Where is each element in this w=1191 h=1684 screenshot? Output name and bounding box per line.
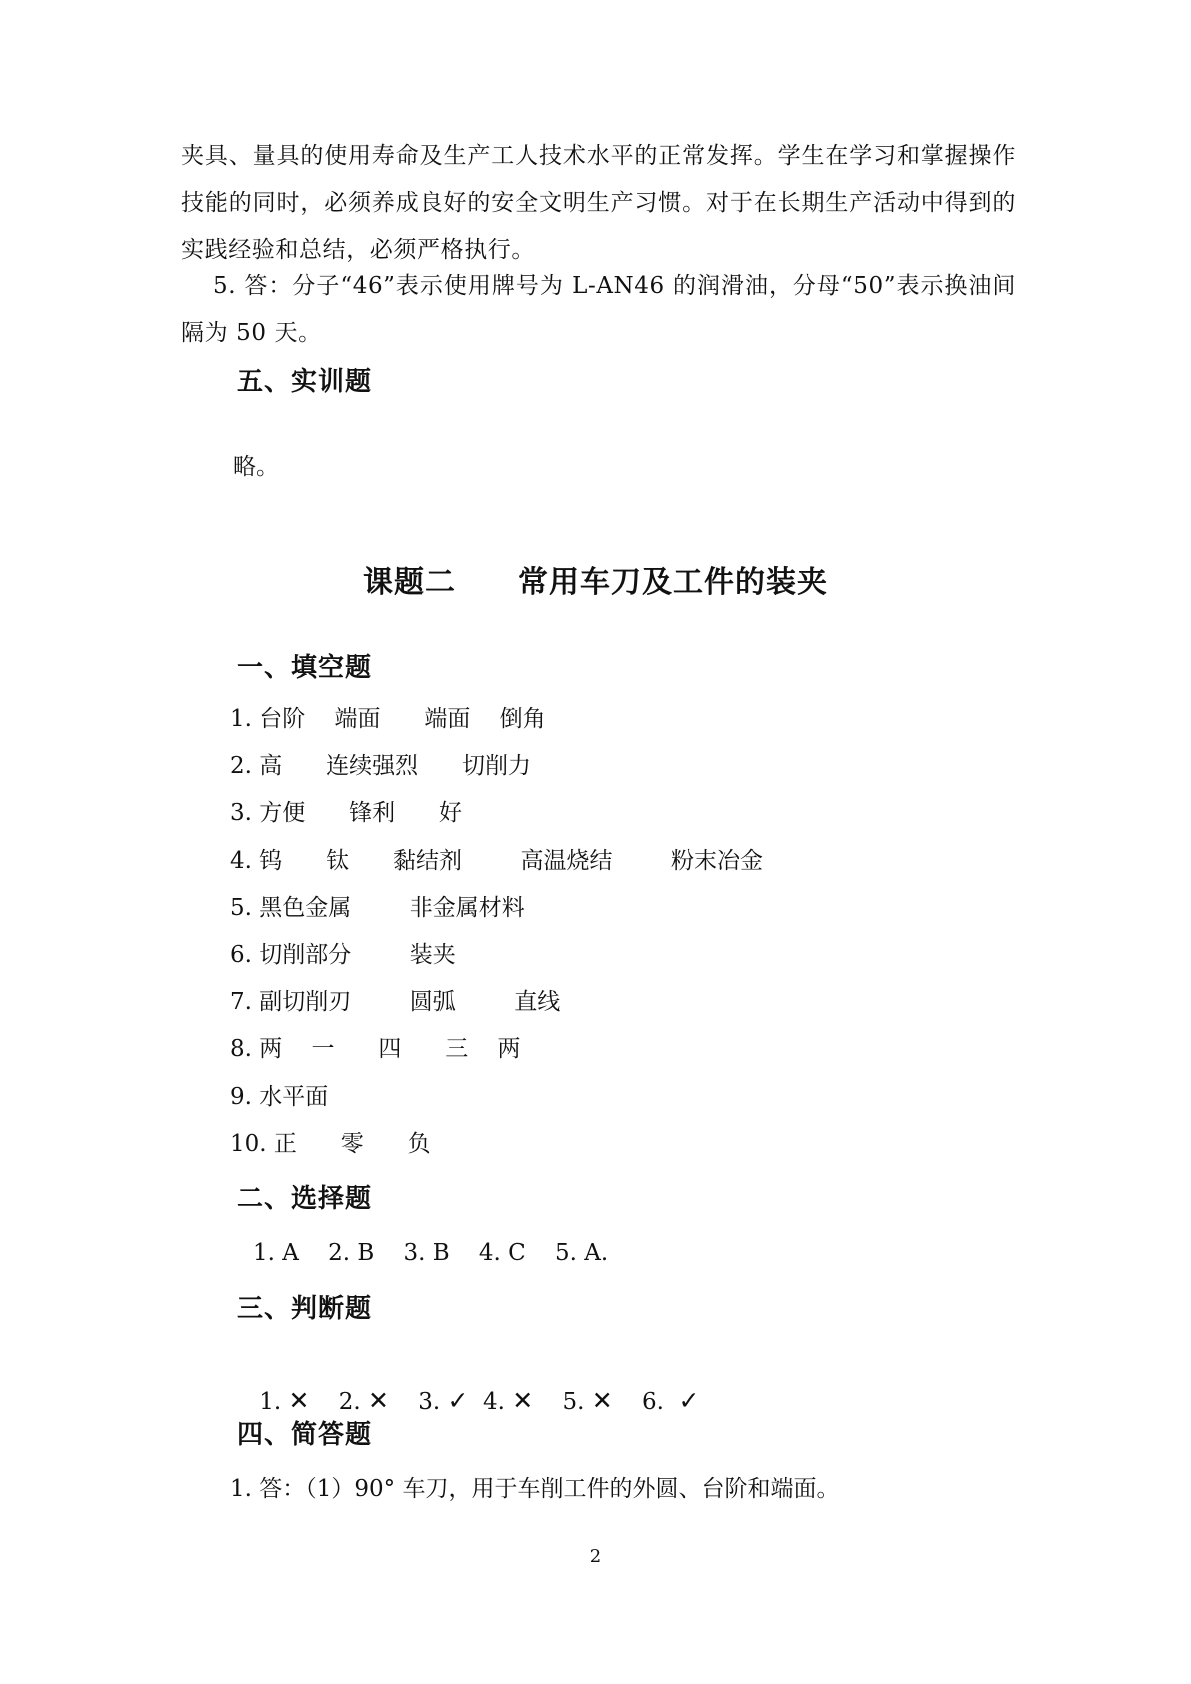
fill-blank-item: 1. 台阶 端面 端面 倒角 xyxy=(230,706,546,732)
fill-blank-item: 4. 钨 钛 黏结剂 高温烧结 粉末冶金 xyxy=(230,848,763,874)
cross-mark-icon: ✕ xyxy=(367,1386,389,1415)
paragraph-answer-5: 5. 答：分子“46”表示使用牌号为 L-AN46 的润滑油，分母“50”表示换油间隔为 50 天。 xyxy=(181,273,1016,346)
chapter-title xyxy=(0,563,1191,603)
fill-blank-item: 6. 切削部分 装夹 xyxy=(230,942,456,968)
true-false-item: 2. ✕ xyxy=(338,1386,389,1415)
true-false-item: 6. ✓ xyxy=(641,1386,700,1415)
paragraph-safety-habits: 夹具、量具的使用寿命及生产工人技术水平的正常发挥。学生在学习和掌握操作技能的同时，必须养成良好的安全文明生产习惯。对于在长期生产活动中得到的实践经验和总结，必须严格执行。 xyxy=(181,143,1016,263)
true-false-item: 4. ✕ xyxy=(483,1386,534,1415)
heading-fill-blank: 一、填空题 xyxy=(237,653,373,683)
fill-blank-item: 2. 高 连续强烈 切削力 xyxy=(230,753,531,779)
short-answer-item: 1. 答：（1）90° 车刀，用于车削工件的外圆、台阶和端面。 xyxy=(230,1476,840,1502)
heading-short-answer: 四、简答题 xyxy=(237,1420,373,1450)
fill-blank-item: 9. 水平面 xyxy=(230,1084,329,1110)
true-false-item: 1. ✕ xyxy=(259,1386,310,1415)
check-mark-icon: ✓ xyxy=(678,1386,700,1415)
fill-blank-item: 10. 正 零 负 xyxy=(230,1131,431,1157)
heading-practical-training: 五、实训题 xyxy=(237,367,373,397)
chapter-name: 常用车刀及工件的装夹 xyxy=(518,565,828,600)
fill-blank-item: 5. 黑色金属 非金属材料 xyxy=(230,895,525,921)
check-mark-icon: ✓ xyxy=(447,1386,469,1415)
fill-blank-item: 3. 方便 锋利 好 xyxy=(230,800,462,826)
cross-mark-icon: ✕ xyxy=(512,1386,534,1415)
heading-true-false: 三、判断题 xyxy=(237,1294,373,1324)
heading-multiple-choice: 二、选择题 xyxy=(237,1184,373,1214)
fill-blank-item: 8. 两 一 四 三 两 xyxy=(230,1036,521,1062)
true-false-item: 3. ✓ xyxy=(418,1386,469,1415)
fill-blank-item: 7. 副切削刃 圆弧 直线 xyxy=(230,989,561,1015)
multiple-choice-answers: 1. A 2. B 3. B 4. C 5. A. xyxy=(253,1240,609,1266)
page-number: 2 xyxy=(589,1546,602,1567)
true-false-item: 5. ✕ xyxy=(562,1386,613,1415)
cross-mark-icon: ✕ xyxy=(591,1386,613,1415)
chapter-number: 课题二 xyxy=(363,565,456,600)
practical-training-content: 略。 xyxy=(233,454,279,480)
cross-mark-icon: ✕ xyxy=(288,1386,310,1415)
